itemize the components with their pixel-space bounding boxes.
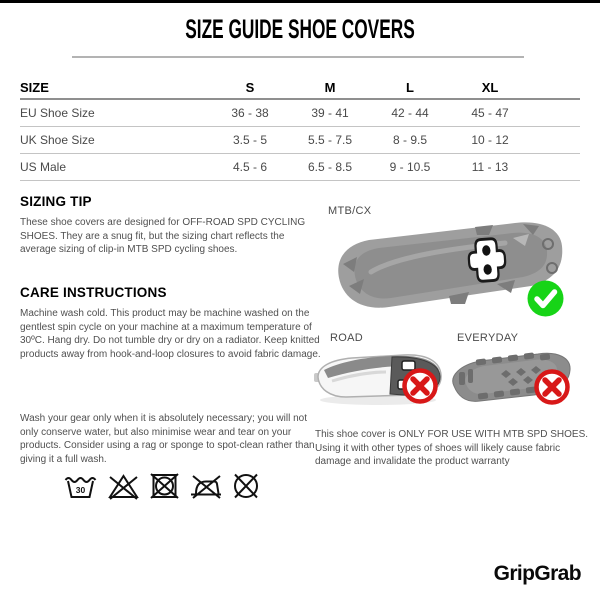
size-table-header-row (20, 78, 580, 100)
cell-value: 9 - 10.5 (389, 160, 431, 174)
care-instructions-heading: CARE INSTRUCTIONS (20, 285, 167, 300)
title-divider (72, 56, 524, 58)
page-title: SIZE GUIDE SHOE COVERS (185, 14, 415, 44)
row-label: EU Shoe Size (20, 106, 95, 120)
column-header-xl: XL (481, 80, 499, 95)
cell-value: 36 - 38 (231, 106, 269, 120)
road-label: ROAD (330, 332, 363, 344)
cell-value: 10 - 12 (471, 133, 509, 147)
cell-value: 42 - 44 (391, 106, 429, 120)
table-row (20, 127, 580, 154)
machine-wash-30-icon (62, 472, 99, 500)
cell-value: 4.5 - 6 (232, 160, 268, 174)
cell-value: 45 - 47 (471, 106, 509, 120)
care-paragraph-2: Wash your gear only when it is absolutely necessary; you will not only conserve water, but also minimise wear and tear on your products. Consider using a rag or sponge to spot-clean rather than giving it a full wash. (20, 413, 315, 465)
svg-text:30: 30 (75, 485, 86, 495)
sizing-tip-heading: SIZING TIP (20, 194, 92, 209)
cell-value: 5.5 - 7.5 (307, 133, 353, 147)
table-row (20, 100, 580, 127)
check-icon (527, 280, 564, 317)
column-header-size: SIZE (20, 80, 49, 95)
gripgrab-logo: GripGrab (493, 562, 581, 585)
column-header-m: M (324, 80, 336, 95)
row-label: US Male (20, 160, 67, 174)
cell-value: 3.5 - 5 (232, 133, 268, 147)
compatibility-warning: This shoe cover is ONLY FOR USE WITH MTB SPD SHOES. Using it with other types of shoes will likely cause fabric damage and invalidate the product warranty (315, 429, 589, 467)
cross-icon (401, 367, 439, 405)
cell-value: 39 - 41 (311, 106, 349, 120)
everyday-label: EVERYDAY (457, 332, 519, 344)
care-paragraph-1: Machine wash cold. This product may be machine washed on the gentlest spin cycle on your machine at a maximum temperature of 30ºC. Hang dry. Do not tumble dry or dry on a radiator. Keep knitted products away from hook-and-loop closures to avoid fabric damage. (20, 308, 321, 360)
care-symbols-row (62, 472, 261, 500)
mtb-cx-label: MTB/CX (328, 205, 372, 217)
sizing-tip-body: These shoe covers are designed for OFF-ROAD SPD CYCLING SHOES. They are a snug fit, but the sizing chart reflects the average sizing of clip-in MTB SPD cycling shoes. (20, 217, 306, 255)
cross-icon (533, 368, 571, 406)
table-row (20, 154, 580, 181)
column-header-s: S (245, 80, 255, 95)
do-not-bleach-icon (107, 472, 140, 500)
top-border-bar (0, 0, 600, 3)
row-label: UK Shoe Size (20, 133, 95, 147)
size-table (20, 78, 580, 181)
cell-value: 11 - 13 (471, 160, 509, 174)
do-not-iron-icon (189, 472, 223, 500)
column-header-l: L (406, 80, 414, 95)
cell-value: 6.5 - 8.5 (307, 160, 353, 174)
do-not-dry-clean-icon (231, 472, 261, 500)
do-not-tumble-dry-icon (148, 472, 181, 500)
cell-value: 8 - 9.5 (392, 133, 428, 147)
